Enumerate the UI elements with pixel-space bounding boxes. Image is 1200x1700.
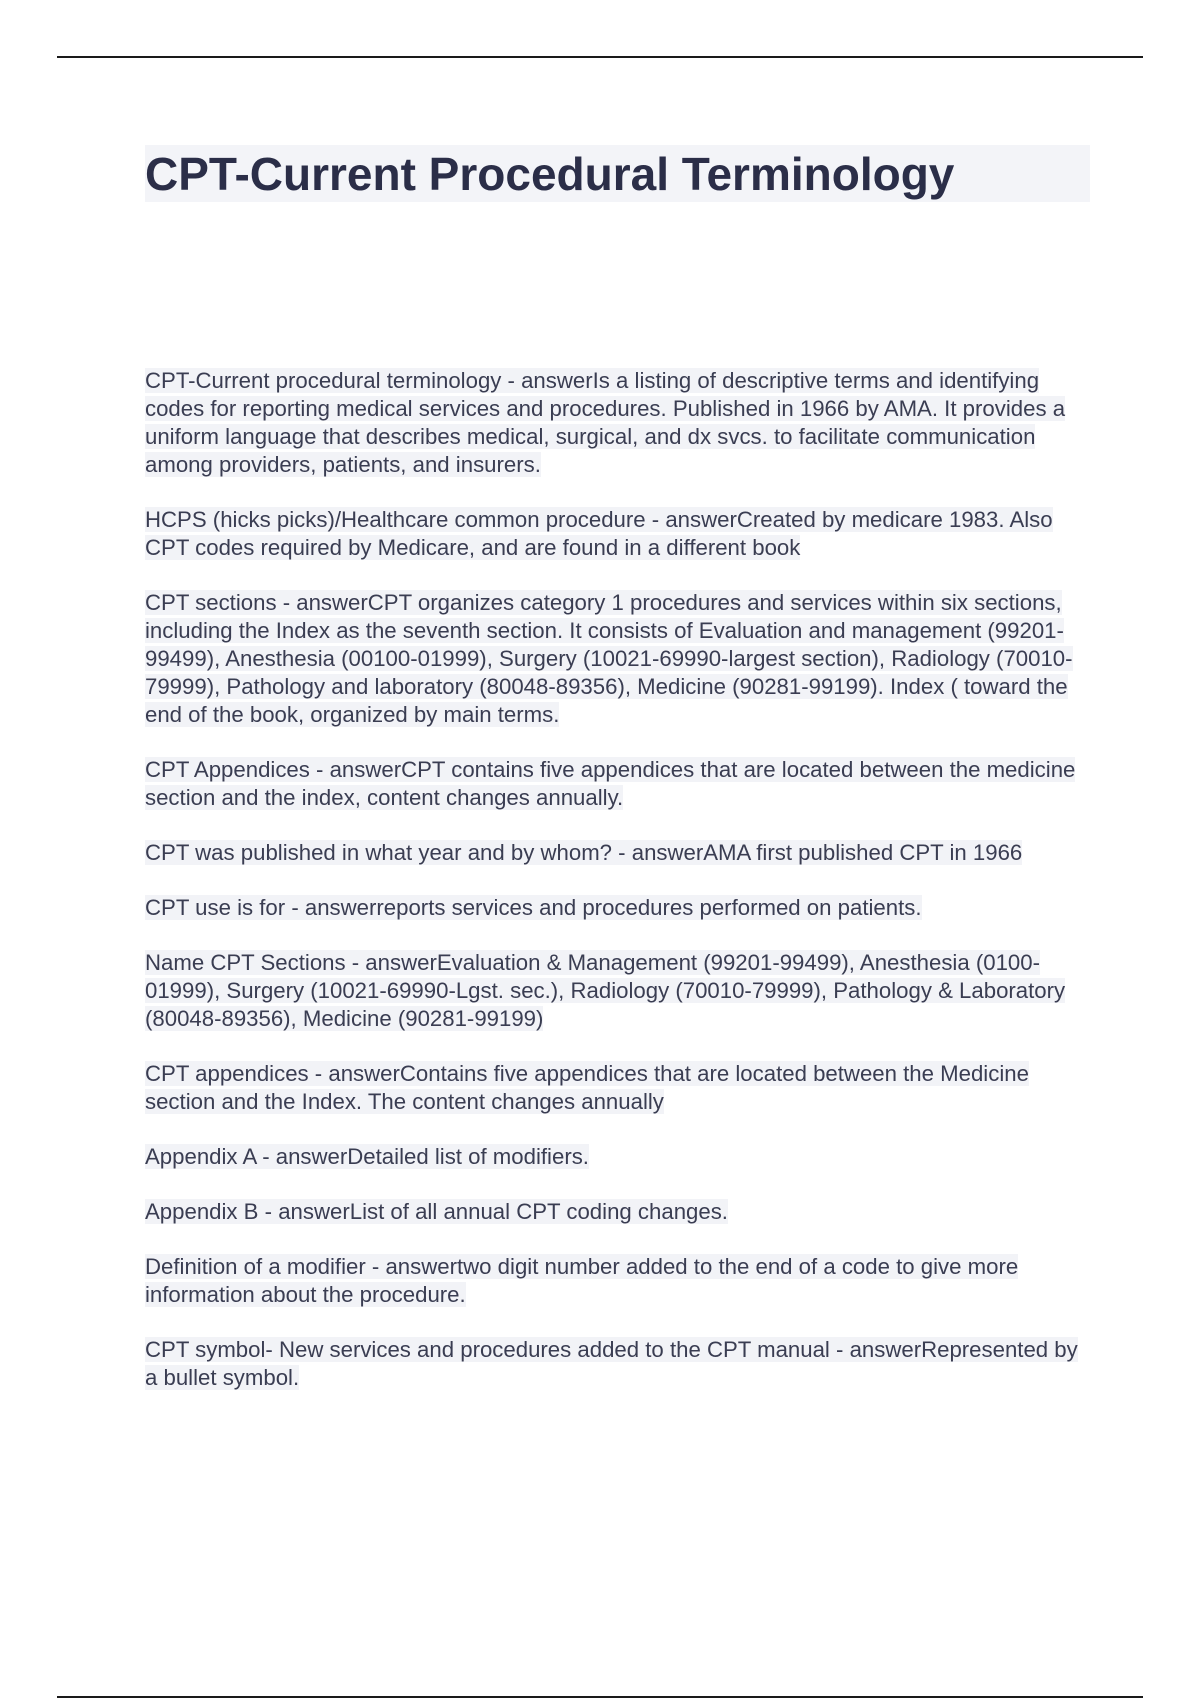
qa-entry: [145, 1336, 1090, 1392]
qa-entry-text: CPT use is for - answerreports services and procedures performed on patients.: [145, 895, 922, 920]
qa-entry-text: CPT Appendices - answerCPT contains five appendices that are located between the medicine section and the index, content changes annually.: [145, 757, 1076, 810]
qa-entry: [145, 756, 1090, 812]
qa-entry-text: HCPS (hicks picks)/Healthcare common procedure - answerCreated by medicare 1983. Also CPT codes required by Medicare, and are found in a different book: [145, 507, 1053, 560]
qa-entry: [145, 367, 1090, 479]
top-rule: [57, 56, 1143, 58]
qa-entry-text: CPT-Current procedural terminology - answerIs a listing of descriptive terms and identifying codes for reporting medical services and procedures. Published in 1966 by AMA. It provides a uniform language that describes medical, surgical, and dx svcs. to facilitate communication among providers, patients, and insurers.: [145, 368, 1066, 477]
qa-entry-text: CPT symbol- New services and procedures added to the CPT manual - answerRepresented by a bullet symbol.: [145, 1337, 1078, 1390]
qa-entry: [145, 839, 1090, 867]
qa-entry: [145, 1143, 1090, 1171]
qa-entry-text: Name CPT Sections - answerEvaluation & Management (99201-99499), Anesthesia (0100-01999), Surgery (10021-69990-Lgst. sec.), Radiology (70010-79999), Pathology & Laboratory (80048-89356), Medicine (90281-99199): [145, 950, 1066, 1031]
qa-entry-text: Definition of a modifier - answertwo digit number added to the end of a code to give more information about the procedure.: [145, 1254, 1019, 1307]
qa-entry: [145, 1060, 1090, 1116]
qa-entry: [145, 1198, 1090, 1226]
document-title: CPT-Current Procedural Terminology: [145, 148, 955, 200]
qa-entry: [145, 894, 1090, 922]
qa-entry-text: CPT was published in what year and by whom? - answerAMA first published CPT in 1966: [145, 840, 1023, 865]
qa-entry: [145, 589, 1090, 729]
qa-entry-text: CPT appendices - answerContains five appendices that are located between the Medicine section and the Index. The content changes annually: [145, 1061, 1029, 1114]
bottom-rule: [57, 1696, 1143, 1698]
qa-entry: [145, 506, 1090, 562]
qa-entry-text: CPT sections - answerCPT organizes category 1 procedures and services within six sections, including the Index as the seventh section. It consists of Evaluation and management (99201-99499), Anesthesia (00100-01999), Surgery (10021-69990-largest section), Radiology (70010-79999), Pathology and laboratory (80048-89356), Medicine (90281-99199). Index ( toward the end of the book, organized by main terms.: [145, 590, 1073, 727]
qa-entry-text: Appendix A - answerDetailed list of modifiers.: [145, 1144, 589, 1169]
qa-entry-text: Appendix B - answerList of all annual CPT coding changes.: [145, 1199, 728, 1224]
qa-list: [145, 367, 1090, 1419]
qa-entry: [145, 1253, 1090, 1309]
qa-entry: [145, 949, 1090, 1033]
